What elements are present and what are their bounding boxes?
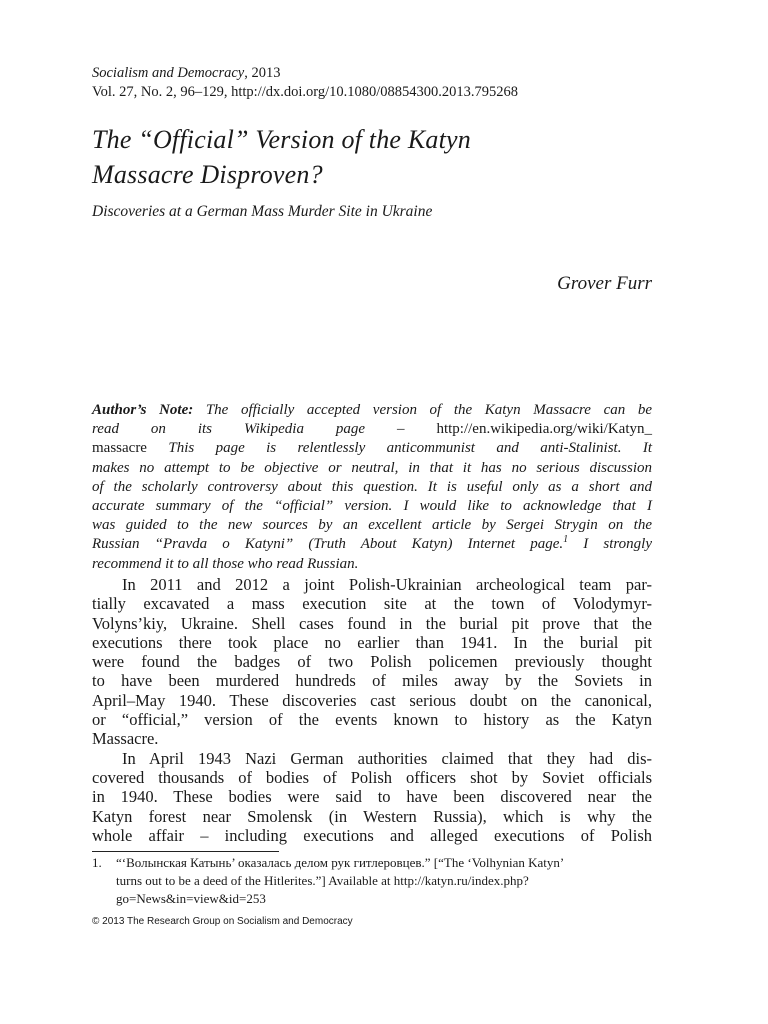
authors-note-line-9: recommend it to all those who read Russian. [92,555,359,572]
wikipedia-link-part-1[interactable]: http://en.wikipedia.org/wiki/Katyn_ [436,421,652,438]
authors-note-text-8: Russian “Pravda o Katyni” (Truth About Katyn) Internet page. [92,536,564,553]
paragraph-2-line-4: Katyn forest near Smolensk (in Western Russia), which is why the [92,806,652,826]
article-subtitle: Discoveries at a German Mass Murder Site in Ukraine [92,203,433,220]
authors-note-text-3: This page is relentlessly anticommunist and anti-Stalinist. It [146,440,652,457]
paragraph-1-line-8: or “official,” version of the events known to history as the Katyn [92,710,652,730]
article-title [92,122,692,192]
footnote-line-2[interactable]: turns out to be a deed of the Hitlerites.”] Available at http://katyn.ru/index.php? [116,873,529,888]
paragraph-1-line-4: executions there took place no earlier than 1941. In the burial pit [92,632,652,652]
article-title-line-2: Massacre Disproven? [92,160,323,189]
journal-name-line [92,64,692,83]
authors-note-line-1 [92,401,652,420]
footnote-line-1: “‘Волынская Катынь’ оказалась делом рук гитлеровцев.” [“The ‘Volhynian Katyn’ [116,855,565,870]
paragraph-2-line-3: in 1940. These bodies were said to have been discovered near the [92,787,652,807]
authors-note-text-1: The officially accepted version of the Katyn Massacre can be [193,402,652,418]
article-title-line-1: The “Official” Version of the Katyn [92,125,471,154]
authors-note-text-2: read on its Wikipedia page – [92,421,437,438]
authors-note-line-6: accurate summary of the “official” version. I would like to acknowledge that I [92,498,652,515]
authors-note-line-2 [92,420,652,439]
paragraph-2-line-2: covered thousands of bodies of Polish officers shot by Soviet officials [92,767,652,787]
paragraph-1-line-6: to have been murdered hundreds of miles away by the Soviets in [92,671,652,691]
paragraph-1-line-7: April–May 1940. These discoveries cast serious doubt on the canonical, [92,690,652,710]
authors-note-line-3 [92,439,652,458]
footnote-divider [92,851,279,852]
journal-citation: Vol. 27, No. 2, 96–129, http://dx.doi.org/10.1080/08854300.2013.795268 [92,84,519,100]
authors-note [92,401,652,574]
authors-note-label: Author’s Note: [92,402,194,418]
body-text [92,575,652,845]
authors-note-line-5: of the scholarly controversy about this question. It is useful only as a short and [92,478,652,495]
footnote-ref-1[interactable]: 1 [563,534,569,546]
authors-note-line-7: was guided to the new sources by an excellent article by Sergei Strygin on the [92,517,652,534]
footnote-number: 1. [92,855,102,870]
authors-note-text-8b: I strongly [568,536,652,553]
article-author: Grover Furr [557,273,652,294]
journal-header [92,64,692,102]
footnote-body [116,854,656,908]
paragraph-2-line-1: In April 1943 Nazi German authorities claimed that they had dis- [122,748,652,768]
paragraph-1-line-3: Volyns’kiy, Ukraine. Shell cases found in the burial pit prove that the [92,613,652,633]
journal-year: , 2013 [244,65,281,81]
paragraph-2-line-5: whole affair – including executions and alleged executions of Polish [92,825,652,845]
journal-name: Socialism and Democracy [92,65,245,81]
paragraph-1-line-2: tially excavated a mass execution site at the town of Volodymyr- [92,594,652,614]
copyright-notice: © 2013 The Research Group on Socialism and Democracy [92,916,353,927]
authors-note-line-8 [92,535,652,554]
wikipedia-link-part-2[interactable]: massacre [92,440,147,457]
paragraph-1-line-1: In 2011 and 2012 a joint Polish-Ukrainian archeological team par- [122,575,652,594]
paragraph-1-line-5: were found the badges of two Polish policemen previously thought [92,652,652,672]
paragraph-1-line-9: Massacre. [92,729,159,749]
authors-note-line-4: makes no attempt to be objective or neutral, in that it has no serious discussion [92,459,652,476]
footnote-line-3[interactable]: go=News&in=view&id=253 [116,891,266,906]
